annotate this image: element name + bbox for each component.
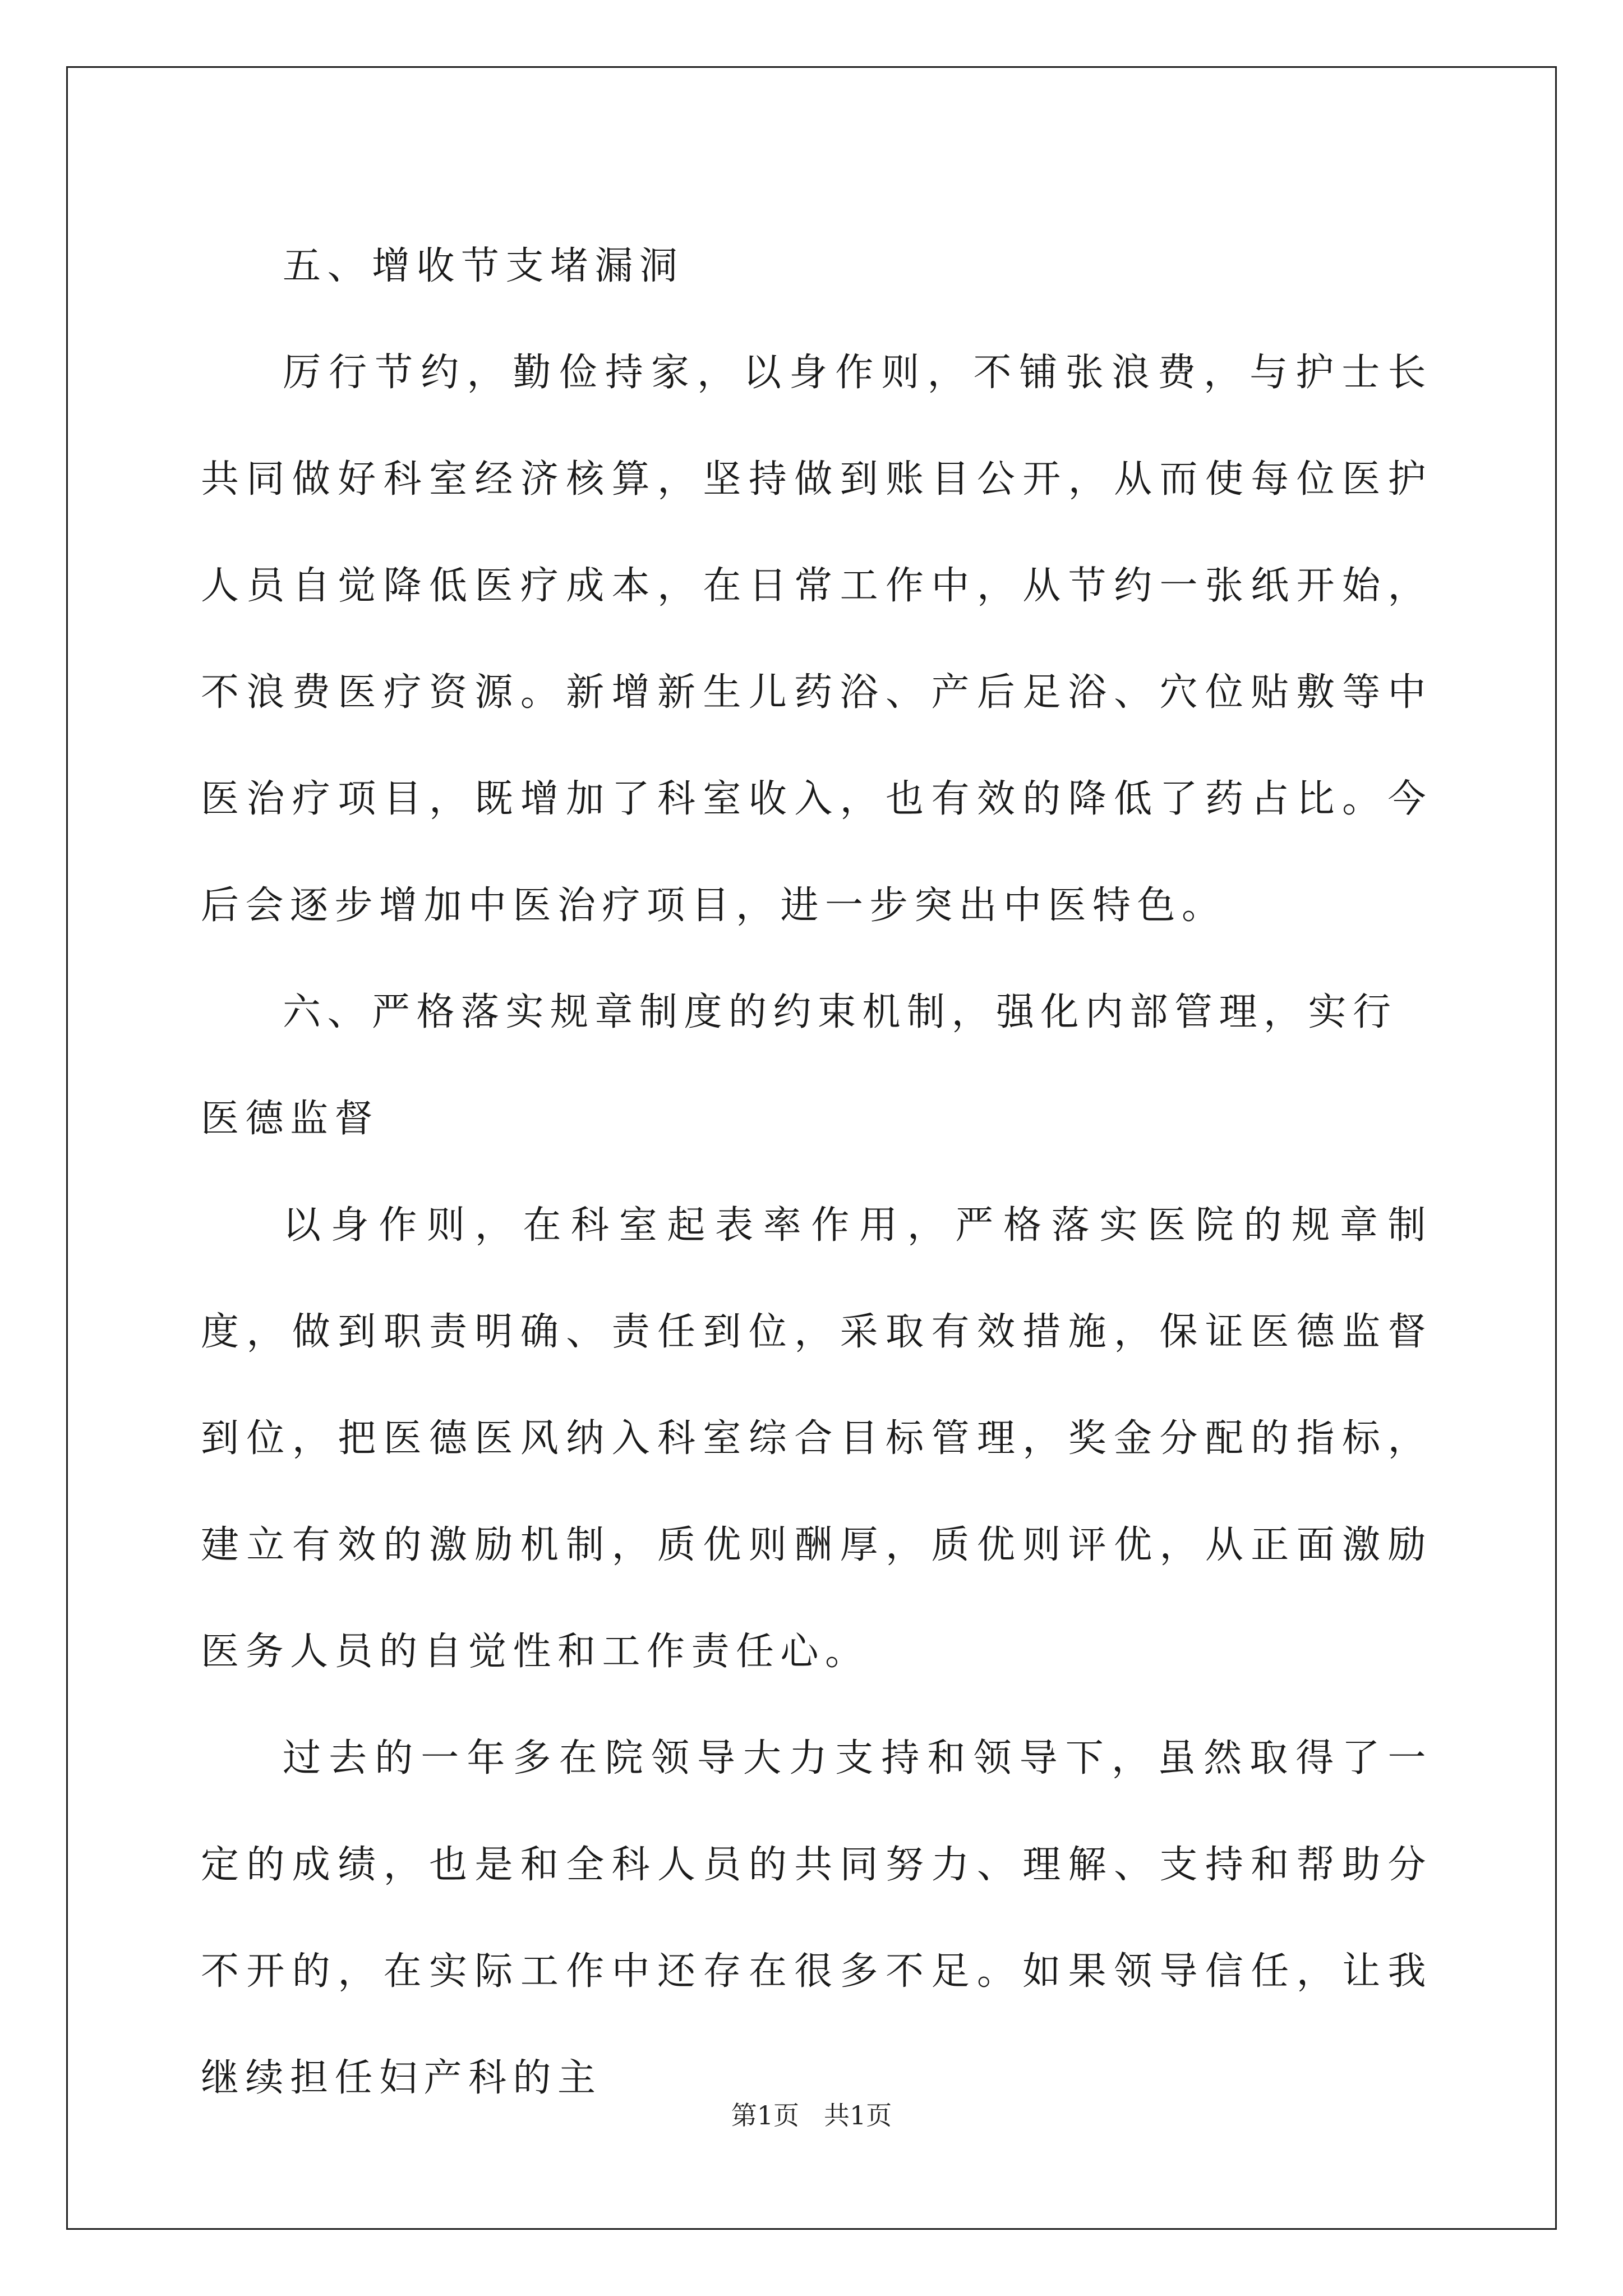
page-footer [0, 2095, 1623, 2132]
paragraph-cost-saving: 厉行节约，勤俭持家，以身作则，不铺张浪费，与护士长共同做好科室经济核算，坚持做到账目公开，从而使每位医护人员自觉降低医疗成本，在日常工作中，从节约一张纸开始，不浪费医疗资源。新增新生儿药浴、产后足浴、穴位贴敷等中医治疗项目，既增加了科室收入，也有效的降低了药占比。今后会逐步增加中医治疗项目，进一步突出中医特色。 [201, 351, 1432, 928]
document-body [201, 213, 1432, 2132]
page-total: 共1页 [824, 2100, 892, 2131]
section-heading-5: 五、增收节支堵漏洞 [283, 244, 684, 288]
paragraph-ethics-supervision: 以身作则，在科室起表率作用，严格落实医院的规章制度，做到职责明确、责任到位，采取有效措施，保证医德监督到位，把医德医风纳入科室综合目标管理，奖金分配的指标，建立有效的激励机制，质优则酬厚，质优则评优，从正面激励医务人员的自觉性和工作责任心。 [201, 1203, 1432, 1674]
page-number: 第1页 [731, 2100, 799, 2131]
paragraph-summary: 过去的一年多在院领导大力支持和领导下，虽然取得了一定的成绩，也是和全科人员的共同努力、理解、支持和帮助分不开的，在实际工作中还存在很多不足。如果领导信任，让我继续担任妇产科的主 [201, 1736, 1432, 2100]
section-heading-6: 六、严格落实规章制度的约束机制，强化内部管理，实行医德监督 [201, 990, 1398, 1141]
